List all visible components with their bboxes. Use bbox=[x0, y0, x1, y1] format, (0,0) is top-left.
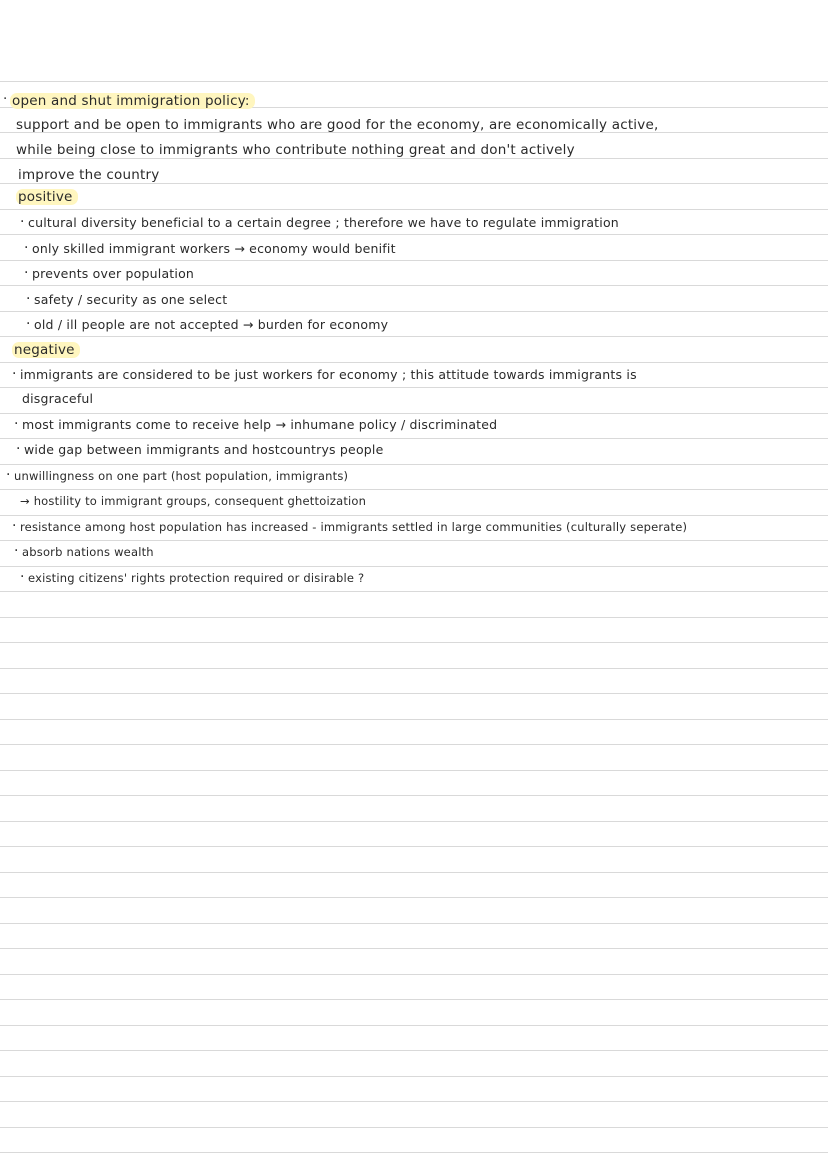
ruled-line bbox=[0, 1152, 828, 1153]
ruled-line bbox=[0, 846, 828, 847]
ruled-line bbox=[0, 1025, 828, 1026]
negative-heading-text: negative bbox=[14, 342, 75, 358]
negative-item-5: · resistance among host population has increased - immigrants settled in large communities (culturally seperate) bbox=[20, 519, 687, 535]
negative-heading bbox=[12, 342, 80, 358]
positive-item-5: · old / ill people are not accepted → burden for economy bbox=[34, 317, 388, 333]
ruled-line bbox=[0, 158, 828, 159]
ruled-line bbox=[0, 591, 828, 592]
negative-item-2: · most immigrants come to receive help → inhumane policy / discriminated bbox=[22, 417, 497, 433]
ruled-line bbox=[0, 464, 828, 465]
ruled-line bbox=[0, 693, 828, 694]
ruled-line bbox=[0, 795, 828, 796]
ruled-line bbox=[0, 1050, 828, 1051]
ruled-line bbox=[0, 183, 828, 184]
ruled-line bbox=[0, 413, 828, 414]
negative-item-7: · existing citizens' rights protection required or disirable ? bbox=[28, 570, 364, 586]
negative-item-4-cont: → hostility to immigrant groups, consequent ghettoization bbox=[20, 494, 367, 508]
ruled-line bbox=[0, 489, 828, 490]
ruled-line bbox=[0, 540, 828, 541]
ruled-line bbox=[0, 872, 828, 873]
title-highlight bbox=[10, 93, 255, 109]
negative-highlight bbox=[12, 342, 80, 358]
note-title: · open and shut immigration policy: bbox=[10, 93, 255, 109]
ruled-line bbox=[0, 209, 828, 210]
ruled-line bbox=[0, 336, 828, 337]
ruled-line bbox=[0, 234, 828, 235]
ruled-line bbox=[0, 948, 828, 949]
ruled-line bbox=[0, 438, 828, 439]
intro-line-2: while being close to immigrants who contribute nothing great and don't actively bbox=[16, 142, 575, 158]
ruled-line bbox=[0, 1076, 828, 1077]
ruled-line bbox=[0, 744, 828, 745]
ruled-line bbox=[0, 770, 828, 771]
positive-item-1: · cultural diversity beneficial to a certain degree ; therefore we have to regulate immigration bbox=[28, 215, 619, 231]
ruled-line bbox=[0, 999, 828, 1000]
ruled-line bbox=[0, 617, 828, 618]
positive-item-2: · only skilled immigrant workers → economy would benifit bbox=[32, 241, 396, 257]
title-text: open and shut immigration policy: bbox=[12, 93, 250, 109]
positive-highlight bbox=[16, 189, 78, 205]
intro-line-3: improve the country bbox=[18, 167, 160, 183]
negative-item-3: · wide gap between immigrants and hostcountrys people bbox=[24, 442, 384, 458]
ruled-line bbox=[0, 923, 828, 924]
ruled-line bbox=[0, 81, 828, 82]
ruled-line bbox=[0, 566, 828, 567]
ruled-line bbox=[0, 719, 828, 720]
ruled-line bbox=[0, 821, 828, 822]
negative-item-1: · immigrants are considered to be just workers for economy ; this attitude towards immigrants is bbox=[20, 367, 637, 383]
ruled-line bbox=[0, 1101, 828, 1102]
intro-line-1: support and be open to immigrants who are good for the economy, are economically active, bbox=[16, 117, 659, 133]
ruled-line bbox=[0, 260, 828, 261]
negative-item-6: · absorb nations wealth bbox=[22, 544, 154, 560]
ruled-line bbox=[0, 387, 828, 388]
positive-item-4: · safety / security as one select bbox=[34, 292, 227, 308]
ruled-line bbox=[0, 311, 828, 312]
positive-item-3: · prevents over population bbox=[32, 266, 194, 282]
ruled-line bbox=[0, 285, 828, 286]
negative-item-1-cont: disgraceful bbox=[22, 391, 94, 406]
negative-item-4: · unwillingness on one part (host population, immigrants) bbox=[14, 468, 348, 484]
positive-heading bbox=[16, 189, 78, 205]
ruled-line bbox=[0, 642, 828, 643]
ruled-line bbox=[0, 1127, 828, 1128]
ruled-line bbox=[0, 974, 828, 975]
ruled-line bbox=[0, 668, 828, 669]
ruled-line bbox=[0, 515, 828, 516]
positive-heading-text: positive bbox=[18, 189, 73, 205]
ruled-line bbox=[0, 362, 828, 363]
ruled-line bbox=[0, 897, 828, 898]
